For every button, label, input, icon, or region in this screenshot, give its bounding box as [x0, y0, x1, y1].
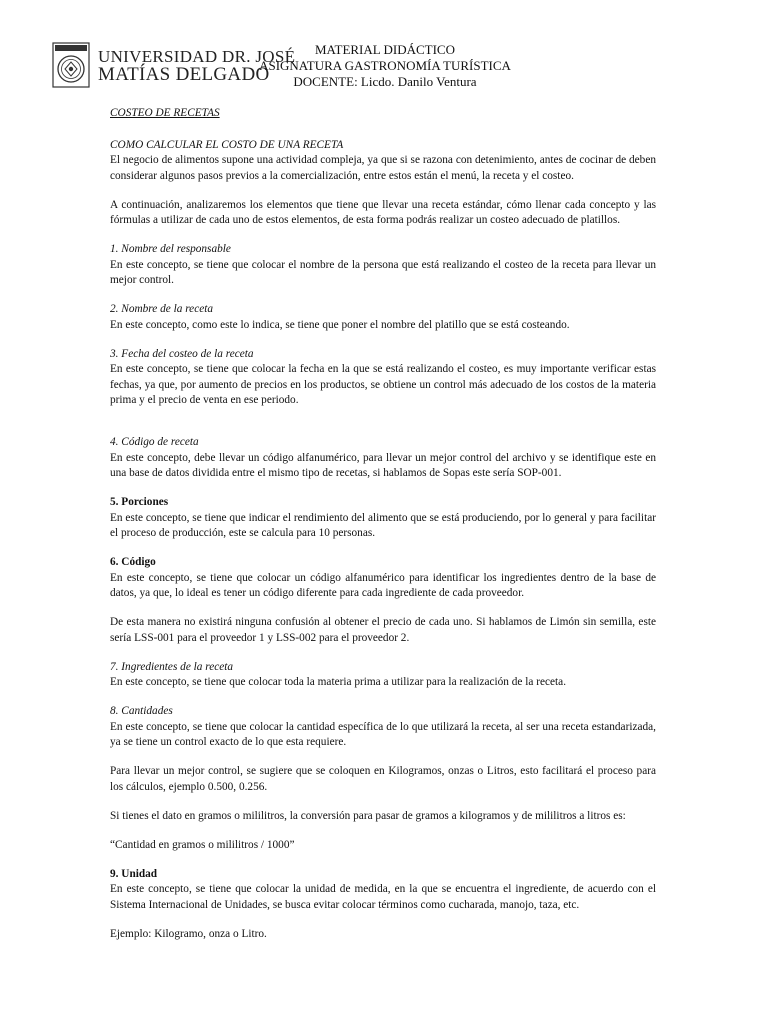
section-4-heading: 4. Código de receta [110, 436, 199, 448]
section-1 [110, 242, 656, 289]
section-3 [110, 347, 656, 409]
section-6-heading: 6. Código [110, 556, 156, 568]
section-7 [110, 660, 656, 691]
section-9-example: Ejemplo: Kilogramo, onza o Litro. [110, 927, 267, 940]
section-4 [110, 435, 656, 482]
section-2-heading: 2. Nombre de la receta [110, 303, 214, 315]
section-4-text: En este concepto, debe llevar un código alfanumérico, para llevar un mejor control del archivo y se identifique este en una base de datos dividida entre el mismo tipo de recetas, si hablamos de Sopas este sería SOP-001. [110, 451, 656, 479]
section-6-text-2: De esta manera no existirá ninguna confusión al obtener el precio de cada uno. Si hablamos de Limón sin semilla, este sería LSS-001 para el proveedor 1 y LSS-002 para el proveedor 2. [110, 616, 656, 644]
section-2-text: En este concepto, como este lo indica, se tiene que poner el nombre del platillo que se está costeando. [110, 318, 570, 331]
section-8-text: En este concepto, se tiene que colocar la cantidad específica de lo que utilizará la receta, al ser una receta estandarizada, ya se tiene un control exacto de lo que esta requiere. [110, 720, 656, 748]
section-3-heading: 3. Fecha del costeo de la receta [110, 347, 254, 360]
intro-section [110, 138, 656, 185]
intro-paragraph-2: A continuación, analizaremos los elementos que tiene que llevar una receta estándar, cómo llenar cada concepto y las fórmulas a utilizar de cada uno de estos elementos, de esta forma podrás realizar un costeo adecuado de platillos. [110, 198, 656, 226]
header-teacher: DOCENTE: Licdo. Danilo Ventura [293, 74, 477, 89]
university-seal-icon [52, 42, 90, 88]
university-name-line2: MATÍAS DELGADO [98, 64, 270, 85]
university-logo [52, 42, 296, 90]
section-7-text: En este concepto, se tiene que colocar toda la materia prima a utilizar para la realización de la receta. [110, 676, 567, 688]
header-material: MATERIAL DIDÁCTICO [315, 42, 455, 57]
university-name-line1: UNIVERSIDAD DR. JOSÉ [98, 47, 296, 66]
section-1-heading: 1. Nombre del responsable [110, 243, 231, 255]
doc-subtitle: COMO CALCULAR EL COSTO DE UNA RECETA [110, 138, 344, 151]
section-6 [110, 555, 656, 602]
document-body [110, 106, 656, 956]
document-header [240, 42, 530, 90]
doc-title: COSTEO DE RECETAS [110, 107, 220, 119]
section-5 [110, 495, 656, 542]
section-9 [110, 867, 656, 914]
section-8-text-2: Para llevar un mejor control, se sugiere que se coloquen en Kilogramos, onzas o Litros, esto facilitará el proceso para los cálculos, ejemplo 0.500, 0.256. [110, 765, 656, 793]
section-8-heading: 8. Cantidades [110, 705, 173, 717]
intro-paragraph-1: El negocio de alimentos supone una actividad compleja, ya que si se razona con detenimiento, antes de cocinar de deben considerar algunos pasos previos a la comercialización, entre estos están el menú, la receta y el costeo. [110, 154, 656, 182]
section-3-text: En este concepto, se tiene que colocar la fecha en la que se está realizando el costeo, es muy importante verificar estas fechas, ya que, por aumento de precios en los productos, se obtiene un control más adecuado de los costos de la materia prima y el precio de venta en ese periodo. [110, 363, 656, 406]
header-subject: ASIGNATURA GASTRONOMÍA TURÍSTICA [259, 58, 511, 73]
section-8 [110, 704, 656, 751]
section-5-text: En este concepto, se tiene que indicar el rendimiento del alimento que se está produciendo, por lo general y para facilitar el proceso de producción, este se calcula para 10 personas. [110, 511, 656, 539]
section-5-heading: 5. Porciones [110, 496, 169, 508]
section-7-heading: 7. Ingredientes de la receta [110, 660, 234, 673]
section-8-text-3: Si tienes el dato en gramos o mililitros, la conversión para pasar de gramos a kilogramos y de mililitros a litros es: [110, 809, 626, 822]
section-6-text: En este concepto, se tiene que colocar un código alfanumérico para identificar los ingredientes dentro de la base de datos, ya que, lo ideal es tener un código diferente para cada ingrediente de cada proveedor. [110, 571, 656, 599]
section-9-heading: 9. Unidad [110, 867, 158, 880]
section-9-text: En este concepto, se tiene que colocar la unidad de medida, en la que se encuentra el ingrediente, de acuerdo con el Sistema Internacional de Unidades, se busca evitar colocar términos como cucharada, manojo, taza, etc. [110, 883, 656, 911]
section-2 [110, 302, 656, 333]
section-1-text: En este concepto, se tiene que colocar el nombre de la persona que está realizando el costeo de la receta para llevar un mejor control. [110, 258, 656, 286]
section-8-formula: “Cantidad en gramos o mililitros / 1000” [110, 838, 295, 851]
